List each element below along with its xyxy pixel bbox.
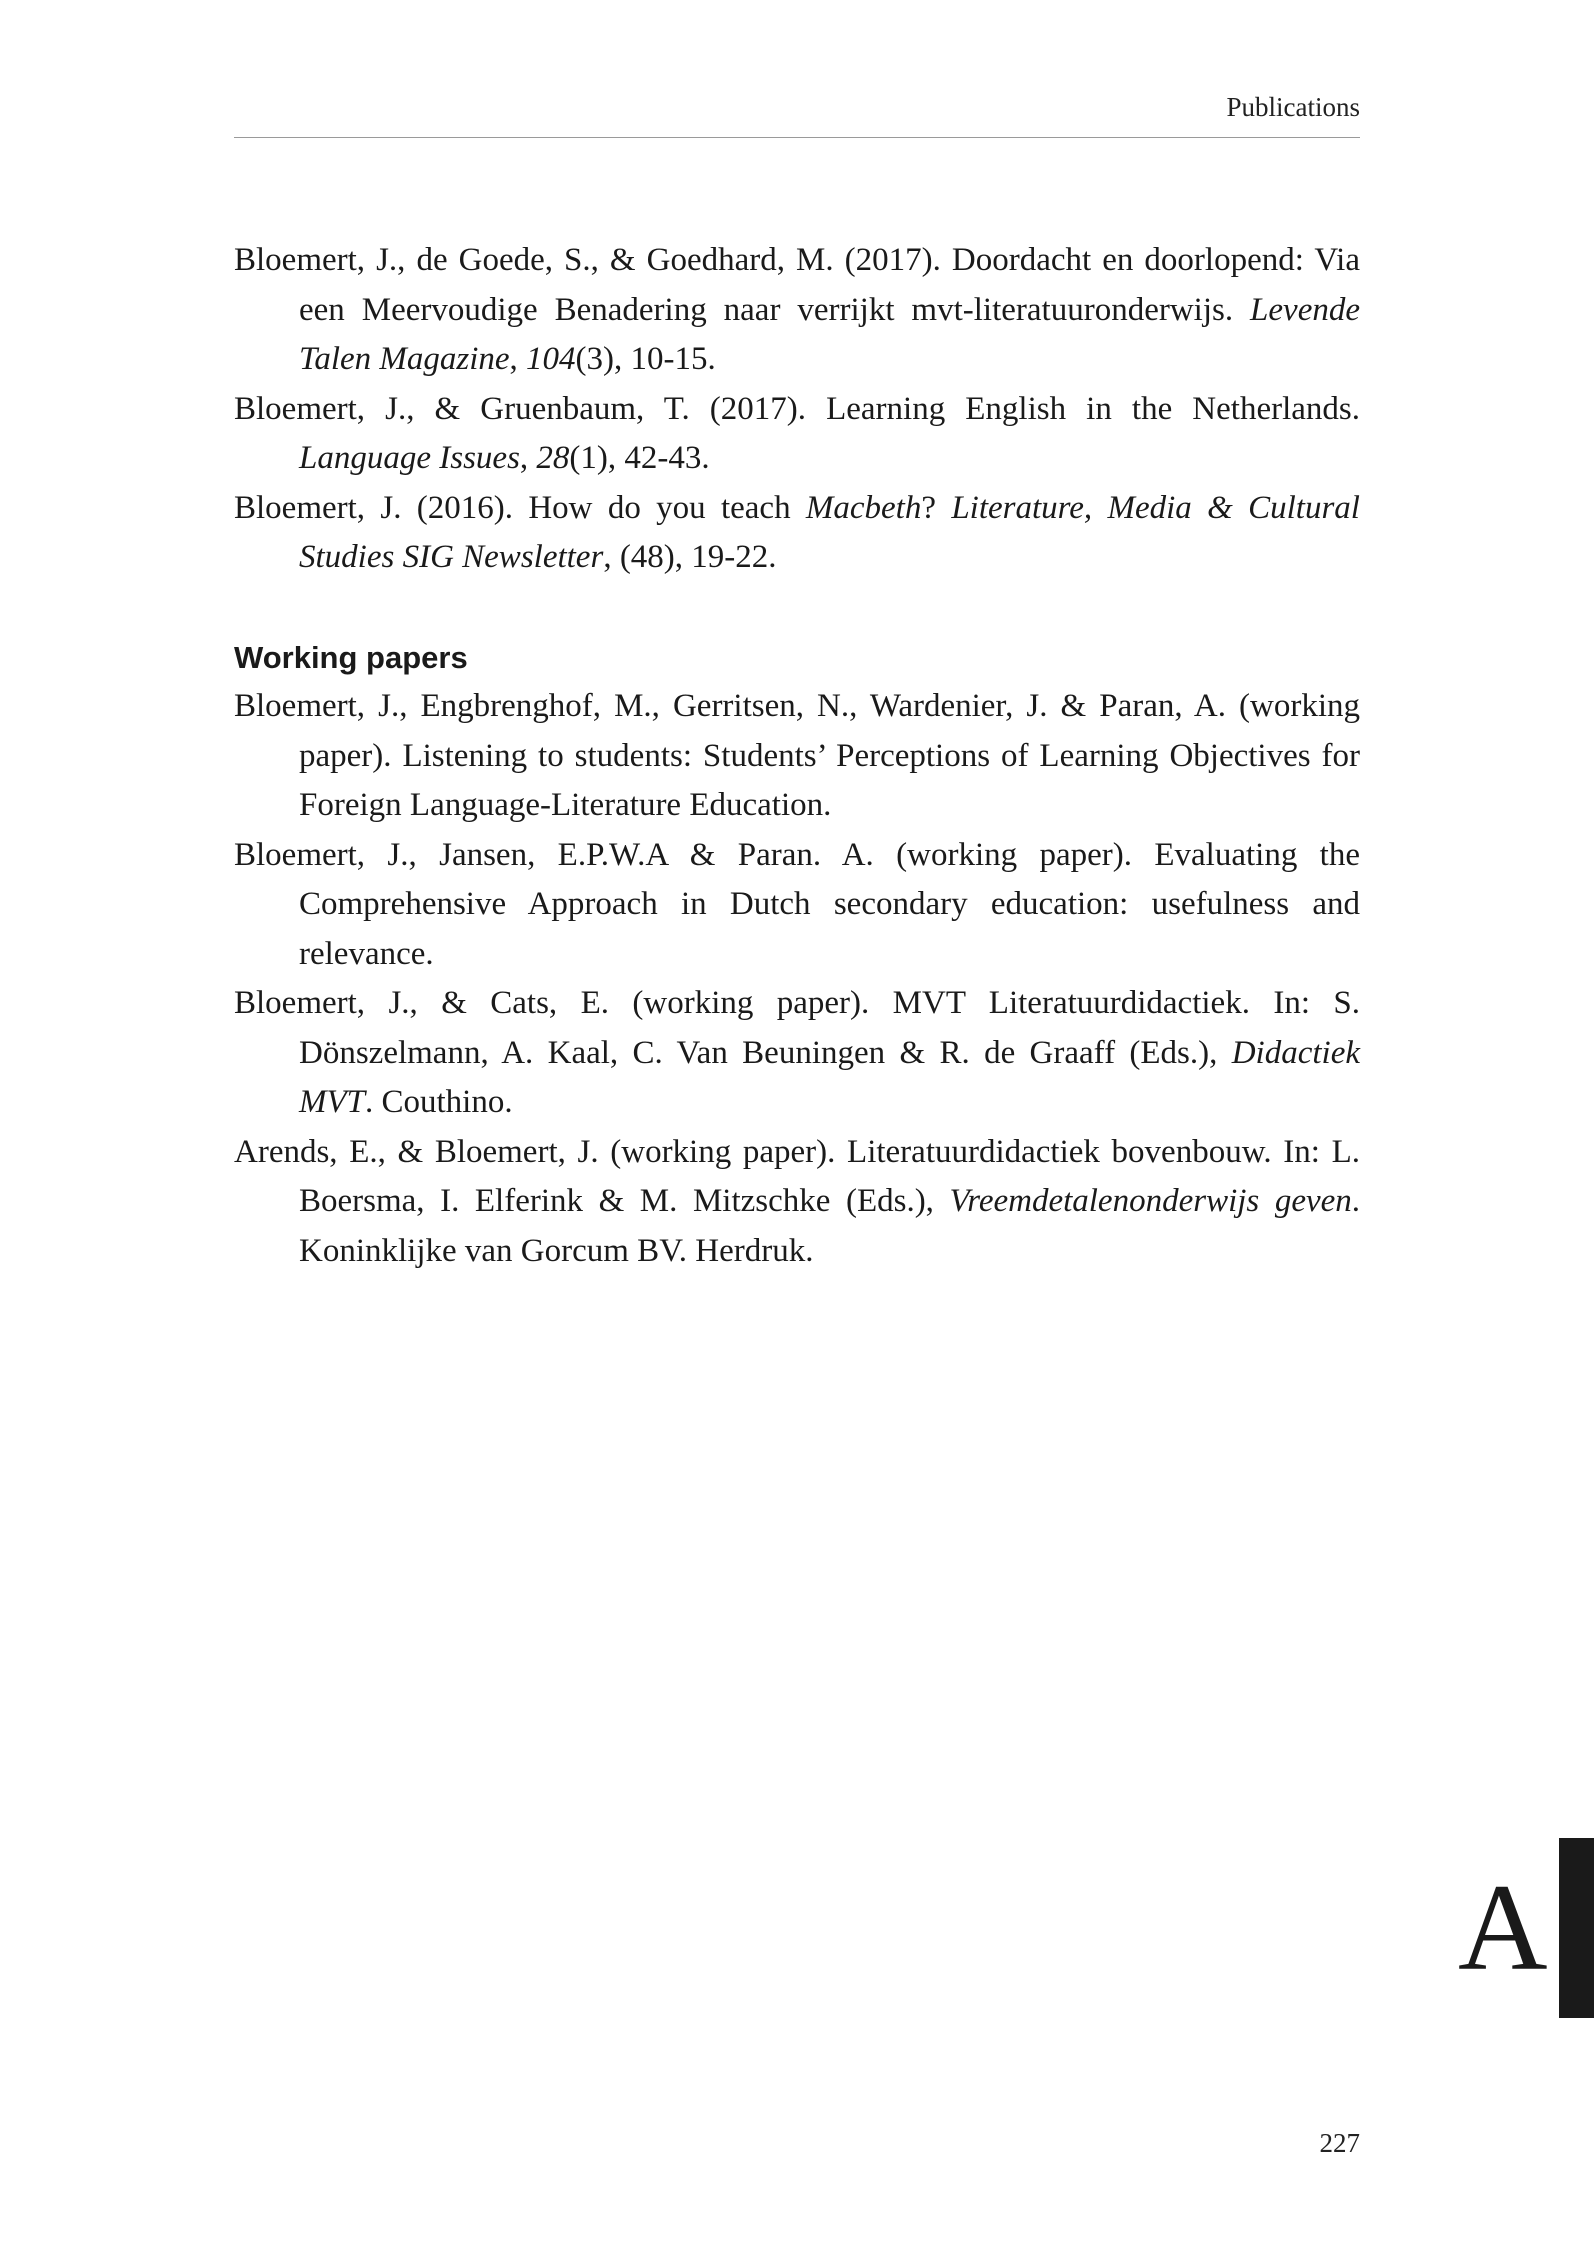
section-tab-letter: A: [1458, 1859, 1548, 1996]
italic-title-text: Literature, Media & Cultural Studies SIG Newsletter: [299, 489, 1360, 575]
main-content: [234, 236, 1360, 1276]
running-header-title: Publications: [1226, 92, 1360, 122]
reference-entry: [234, 484, 1360, 583]
citation-text: ,: [509, 341, 527, 377]
working-paper-entry: [234, 682, 1360, 831]
citation-text: Bloemert, J., de Goede, S., & Goedhard, M. (2017). Doordacht en doorlopend: Via een Meervoudige Benadering naar verrijkt mvt-literatuuronderwijs.: [234, 242, 1360, 328]
citation-text: (1), 42-43.: [569, 440, 710, 476]
citation-text: (3), 10-15.: [575, 341, 716, 377]
page-number: 227: [1319, 2128, 1360, 2158]
citation-text: ?: [921, 489, 952, 526]
section-heading-working-papers: Working papers: [234, 639, 468, 675]
working-paper-entry: [234, 1128, 1360, 1277]
citation-text: Bloemert, J., Jansen, E.P.W.A & Paran. A. (working paper). Evaluating the Comprehensive Approach in Dutch secondary education: usefulness and relevance.: [234, 836, 1360, 972]
citation-text: , (48), 19-22.: [603, 539, 777, 575]
reference-entry: [234, 385, 1360, 484]
citation-text: Arends, E., & Bloemert, J. (working paper). Literatuurdidactiek bovenbouw. In: L. Boersma, I. Elferink & M. Mitzschke (Eds.),: [234, 1133, 1360, 1219]
citation-text: . Koninklijke van Gorcum BV. Herdruk.: [299, 1183, 1361, 1269]
italic-title-text: 28: [536, 440, 570, 476]
italic-title-text: Vreemdetalenonderwijs geven: [949, 1183, 1352, 1219]
citation-text: Bloemert, J., Engbrenghof, M., Gerritsen, N., Wardenier, J. & Paran, A. (working paper). Listening to students: Students’ Perceptions of Learning Objectives for Foreign Language-Literature Education.: [234, 688, 1360, 823]
italic-title-text: Language Issues: [299, 440, 520, 476]
reference-entry: [234, 236, 1360, 385]
citation-text: . Couthino.: [365, 1084, 513, 1120]
references-list: [234, 236, 1360, 583]
italic-title-text: Levende Talen Magazine: [299, 291, 1360, 377]
header-divider: [234, 137, 1360, 138]
working-papers-list: [234, 682, 1360, 1276]
citation-text: Bloemert, J., & Gruenbaum, T. (2017). Learning English in the Netherlands.: [234, 390, 1360, 427]
italic-title-text: Didactiek MVT: [299, 1034, 1360, 1120]
section-tab-marker: [1559, 1838, 1594, 2018]
italic-title-text: Macbeth: [805, 489, 922, 526]
working-paper-entry: [234, 979, 1360, 1128]
working-paper-entry: [234, 831, 1360, 980]
citation-text: ,: [519, 440, 537, 476]
citation-text: Bloemert, J. (2016). How do you teach: [234, 489, 806, 526]
citation-text: Bloemert, J., & Cats, E. (working paper). MVT Literatuurdidactiek. In: S. Dönszelmann, A. Kaal, C. Van Beuningen & R. de Graaff (Eds.),: [234, 985, 1360, 1071]
italic-title-text: 104: [526, 341, 576, 377]
